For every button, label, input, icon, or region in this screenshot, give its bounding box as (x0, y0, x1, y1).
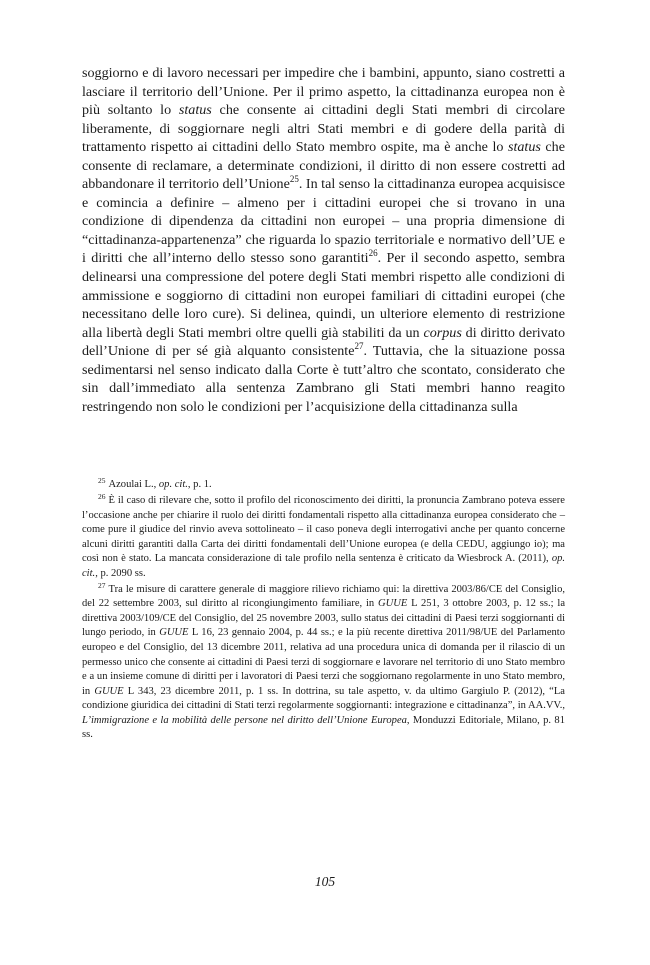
footnote-ref-27[interactable]: 27 (354, 341, 364, 352)
footnotes (82, 478, 565, 743)
footnote-ref-26[interactable]: 26 (368, 248, 378, 259)
body-paragraph: soggiorno e di lavoro necessari per impedire che i bambini, appunto, siano costretti a lasciare il territorio dell’Unione. Per il primo aspetto, la cittadinanza europea non è più soltanto lo status che consente ai cittadini degli Stati membri di circolare liberamente, di soggiornare negli altri Stati membri e di godere della parità di trattamento rispetto ai cittadini dello Stato membro ospite, ma è anche lo status che consente di reclamare, a determinate condizioni, il diritto di non essere costretti ad abbandonare il territorio dell’Unione$^{25}$. In tal senso la cittadinanza europea acquisisce e comincia a definire – almeno per i cittadini europei che si trovano in una condizione di dipendenza da cittadini non europei – una propria dimensione di “cittadinanza-appartenenza” che riguarda lo spazio territoriale e normativo dell’UE e i diritti che all’interno dello stesso sono garantiti$^{26}$. Per il secondo aspetto, sembra delinearsi una compressione del potere degli Stati membri rispetto alle condizioni di ammissione e soggiorno di cittadini non europei familiari di cittadini europei (che necessitano delle loro cure). Si delinea, quindi, un ulteriore elemento di restrizione alla libertà degli Stati membri oltre quelli già stabiliti da un corpus di diritto derivato dell’Unione di per sé già alquanto consistente$^{27}$. Tuttavia, che la situazione possa sedimentarsi nel senso indicato dalla Corte è tutt’altro che scontato, considerato che sin dall’immediato alla sentenza Zambrano gli Stati membri hanno reagito restringendo non solo le condizioni per l’acquisizione della cittadinanza sulla (82, 65, 566, 415)
page-number: 105 (314, 874, 336, 889)
footnote-27: $^{27}$ Tra le misure di carattere generale di maggiore rilievo richiamo qui: la direttiva 2003/86/CE del Consiglio, del 22 settembre 2003, sul diritto al ricongiungimento familiare, in GUUE L 251, 3 ottobre 2003, p. 12 ss.; la direttiva 2003/109/CE del Consiglio, del 25 novembre 2003, sullo status dei cittadini di Paesi terzi soggiornanti di lungo periodo, in GUUE L 16, 23 gennaio 2004, p. 44 ss.; e la più recente direttiva 2011/98/UE del Parlamento europeo e del Consiglio, del 13 dicembre 2011, relativa ad una procedura unica di domanda per il rilascio di un permesso unico che consente ai cittadini di Paesi terzi di soggiornare e lavorare nel territorio di uno Stato membro e a un insieme comune di diritti per i lavoratori di Paesi terzi che soggiornano regolarmente in uno Stato membro, in GUUE L 343, 23 dicembre 2011, p. 1 ss. In dottrina, su tale aspetto, v. da ultimo Gargiulo P. (2012), “La condizione giuridica dei cittadini di Stati terzi regolarmente soggiornanti: integrazione e cittadinanza”, in AA.VV., L’immigrazione e la mobilità delle persone nel diritto dell’Unione Europea, Monduzzi Editoriale, Milano, p. 81 ss. (82, 580, 565, 741)
footnote-26: $^{26}$ È il caso di rilevare che, sotto il profilo del riconoscimento dei diritti, la pronuncia Zambrano poteva essere l’occasione anche per chiarire il ruolo dei diritti fondamentali rispetto alla cittadinanza europea considerato che – come pure il giudice del rinvio aveva sottolineato – il caso poneva degli interrogativi anche per quanto concerne alcuni diritti garantiti dalla Carta dei diritti fondamentali dell’Unione europea (e della CEDU, aggiungo io); ma così non è stato. La mancata considerazione di tale profilo nella sentenza è criticato da Wiesbrock A. (2011), op. cit., p. 2090 ss. (82, 491, 565, 579)
page-content (82, 64, 565, 743)
footnote-25: $^{25}$ Azoulai L., op. cit., p. 1. (98, 476, 212, 491)
footnote-ref-25[interactable]: 25 (289, 174, 299, 185)
